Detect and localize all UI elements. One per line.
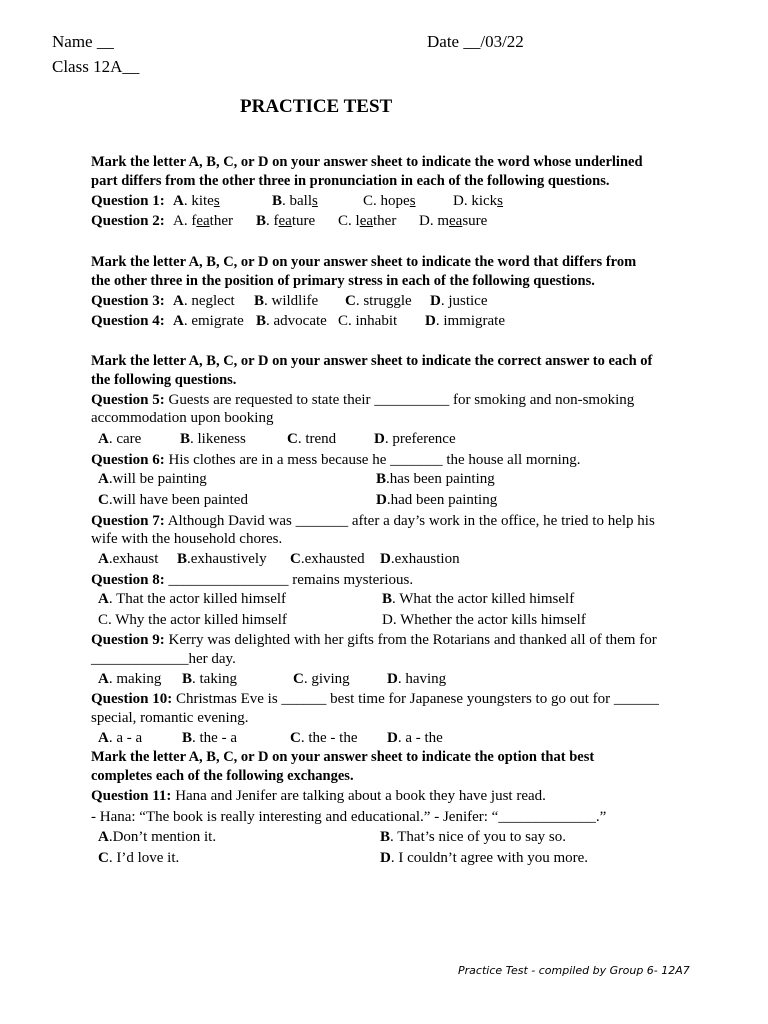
- option-letter: D: [380, 850, 391, 866]
- option-letter: A: [98, 671, 109, 687]
- page-title: PRACTICE TEST: [240, 96, 393, 117]
- option-letter: D: [425, 313, 436, 329]
- option-letter: C: [345, 293, 356, 309]
- option-d: [374, 430, 456, 448]
- option-letter: C: [98, 850, 109, 866]
- option-b: [177, 550, 267, 568]
- option-text: . a - a: [108, 730, 143, 746]
- question-10-stem-line-2: special, romantic evening.: [91, 710, 249, 726]
- option-d: [430, 292, 488, 310]
- underlined-part: ea: [449, 213, 463, 229]
- option-d: [425, 312, 505, 330]
- option-letter: B: [256, 213, 267, 229]
- option-a: [98, 670, 161, 688]
- question-label: Question 4:: [91, 313, 165, 329]
- option-letter: A: [98, 471, 109, 487]
- option-a: [98, 828, 216, 846]
- option-letter: B: [182, 730, 193, 746]
- option-d: [419, 212, 487, 230]
- option-letter: C: [363, 193, 374, 209]
- option-text: . f: [183, 213, 197, 229]
- option-c: [98, 491, 248, 509]
- option-text: . neglect: [183, 293, 235, 309]
- option-text: . trend: [297, 431, 337, 447]
- option-letter: C: [98, 612, 109, 628]
- name-field: Name __: [52, 32, 114, 51]
- option-a: [98, 729, 142, 747]
- question-label: Question 5:: [91, 392, 165, 408]
- option-b: [272, 192, 318, 210]
- option-text: ture: [291, 213, 316, 229]
- option-c: [287, 430, 336, 448]
- option-d: [382, 611, 586, 629]
- option-text: ther: [209, 213, 233, 229]
- option-a: [98, 430, 141, 448]
- option-text: . I couldn’t agree with you more.: [390, 850, 589, 866]
- option-letter: C: [293, 671, 304, 687]
- option-letter: B: [254, 293, 265, 309]
- option-text: . kite: [183, 193, 214, 209]
- option-a: [173, 192, 220, 210]
- option-b: [180, 430, 246, 448]
- option-b: [380, 828, 566, 846]
- question-label: Question 3:: [91, 293, 165, 309]
- page-footer: Practice Test - compiled by Group 6- 12A7: [458, 964, 690, 977]
- option-c: [363, 192, 416, 210]
- option-text: . having: [397, 671, 447, 687]
- option-letter: C: [287, 431, 298, 447]
- question-10-stem: [91, 690, 659, 708]
- option-letter: C: [290, 551, 301, 567]
- option-text: . giving: [303, 671, 350, 687]
- question-4: [91, 312, 165, 330]
- instruction-exchange-line-1: Mark the letter A, B, C, or D on your answer sheet to indicate the option that best: [91, 749, 595, 765]
- question-11-stem: [91, 787, 546, 805]
- option-text: . the - the: [300, 730, 358, 746]
- underlined-part: s: [409, 193, 416, 209]
- option-letter: B: [382, 591, 393, 607]
- instruction-stress-line-2: the other three in the position of primary stress in each of the following questions.: [91, 273, 595, 289]
- question-label: Question 1:: [91, 193, 165, 209]
- option-b: [376, 470, 495, 488]
- option-a: [173, 292, 235, 310]
- option-letter: C: [98, 492, 109, 508]
- option-text: sure: [462, 213, 488, 229]
- question-label: Question 6:: [91, 452, 165, 468]
- option-c: [338, 212, 396, 230]
- question-7-stem: [91, 512, 655, 530]
- question-5-stem-line-2: accommodation upon booking: [91, 410, 274, 426]
- question-1: [91, 192, 165, 210]
- option-letter: A: [98, 431, 109, 447]
- option-c: [98, 849, 179, 867]
- option-text: . care: [108, 431, 142, 447]
- option-text: . wildlife: [264, 293, 319, 309]
- option-b: [182, 670, 237, 688]
- option-d: [387, 729, 443, 747]
- question-text: His clothes are in a mess because he _______ the house all morning.: [164, 452, 581, 468]
- underlined-part: ea: [278, 213, 292, 229]
- question-11-dialogue: - Hana: “The book is really interesting and educational.” - Jenifer: “_____________.”: [91, 809, 607, 825]
- option-text: .will be painting: [108, 471, 207, 487]
- option-text: .exhaustively: [187, 551, 267, 567]
- option-d: [387, 670, 446, 688]
- option-text: . the - a: [192, 730, 237, 746]
- option-text: . What the actor killed himself: [392, 591, 575, 607]
- question-text: Christmas Eve is ______ best time for Japanese youngsters to go out for ______: [172, 691, 659, 707]
- option-text: . That’s nice of you to say so.: [390, 829, 566, 845]
- option-letter: A: [173, 193, 184, 209]
- option-text: . That the actor killed himself: [108, 591, 287, 607]
- instruction-mc-line-1: Mark the letter A, B, C, or D on your answer sheet to indicate the correct answer to each of: [91, 353, 653, 369]
- underlined-part: s: [497, 193, 504, 209]
- option-letter: B: [376, 471, 387, 487]
- option-text: . emigrate: [183, 313, 244, 329]
- option-text: . ball: [282, 193, 313, 209]
- option-b: [254, 292, 318, 310]
- question-text: Although David was _______ after a day’s work in the office, he tried to help his: [164, 513, 655, 529]
- option-letter: A: [173, 293, 184, 309]
- option-letter: D: [376, 492, 387, 508]
- option-a: [98, 590, 286, 608]
- option-letter: A: [173, 313, 184, 329]
- question-text: Hana and Jenifer are talking about a book they have just read.: [171, 788, 546, 804]
- option-c: [290, 550, 365, 568]
- class-field: Class 12A__: [52, 57, 140, 76]
- option-letter: D: [453, 193, 464, 209]
- instruction-pronunciation-line-2: part differs from the other three in pronunciation in each of the following questions.: [91, 173, 610, 189]
- option-text: .exhaustion: [390, 551, 460, 567]
- option-c: [338, 312, 397, 330]
- option-letter: A: [173, 213, 184, 229]
- option-text: .exhausted: [300, 551, 365, 567]
- option-c: [98, 611, 287, 629]
- option-d: [376, 491, 497, 509]
- option-text: ther: [373, 213, 397, 229]
- question-text: ________________ remains mysterious.: [164, 572, 414, 588]
- question-9-stem: [91, 631, 657, 649]
- option-b: [256, 212, 315, 230]
- option-text: . likeness: [190, 431, 246, 447]
- underlined-part: s: [312, 193, 318, 209]
- option-text: . advocate: [266, 313, 327, 329]
- question-7-stem-line-2: wife with the household chores.: [91, 531, 283, 547]
- option-b: [382, 590, 574, 608]
- option-letter: B: [256, 313, 267, 329]
- option-letter: C: [338, 313, 349, 329]
- underlined-part: s: [213, 193, 220, 209]
- option-letter: B: [180, 431, 191, 447]
- option-text: . m: [429, 213, 450, 229]
- option-a: [173, 212, 233, 230]
- option-a: [173, 312, 244, 330]
- question-label: Question 11:: [91, 788, 172, 804]
- option-letter: B: [380, 829, 391, 845]
- option-c: [345, 292, 412, 310]
- option-text: . hope: [373, 193, 410, 209]
- option-text: . struggle: [355, 293, 412, 309]
- option-letter: D: [419, 213, 430, 229]
- option-d: [380, 849, 588, 867]
- question-2: [91, 212, 165, 230]
- option-b: [182, 729, 237, 747]
- option-text: .had been painting: [386, 492, 498, 508]
- option-text: .will have been painted: [108, 492, 248, 508]
- option-d: [453, 192, 503, 210]
- question-label: Question 8:: [91, 572, 165, 588]
- option-letter: D: [380, 551, 391, 567]
- option-letter: A: [98, 551, 109, 567]
- question-5-stem: [91, 391, 634, 409]
- option-text: . inhabit: [348, 313, 398, 329]
- option-text: . l: [348, 213, 360, 229]
- question-label: Question 9:: [91, 632, 165, 648]
- instruction-stress-line-1: Mark the letter A, B, C, or D on your answer sheet to indicate the word that differs from: [91, 254, 637, 270]
- option-b: [256, 312, 327, 330]
- instruction-pronunciation-line-1: Mark the letter A, B, C, or D on your answer sheet to indicate the word whose underlined: [91, 154, 643, 170]
- option-text: . f: [266, 213, 279, 229]
- option-a: [98, 470, 207, 488]
- option-text: . justice: [440, 293, 488, 309]
- question-label: Question 2:: [91, 213, 165, 229]
- option-letter: C: [290, 730, 301, 746]
- option-text: . preference: [384, 431, 456, 447]
- underlined-part: ea: [359, 213, 374, 229]
- question-label: Question 10:: [91, 691, 173, 707]
- option-text: . Whether the actor kills himself: [392, 612, 586, 628]
- question-9-stem-line-2: _____________her day.: [91, 651, 236, 667]
- option-d: [380, 550, 460, 568]
- question-text: Guests are requested to state their __________ for smoking and non-smoking: [164, 392, 635, 408]
- option-text: . taking: [192, 671, 238, 687]
- question-3: [91, 292, 165, 310]
- option-text: . immigrate: [435, 313, 505, 329]
- option-c: [290, 729, 358, 747]
- option-text: .Don’t mention it.: [108, 829, 217, 845]
- question-label: Question 7:: [91, 513, 165, 529]
- option-text: . Why the actor killed himself: [108, 612, 287, 628]
- option-letter: B: [177, 551, 188, 567]
- option-text: . making: [108, 671, 162, 687]
- option-text: . a - the: [397, 730, 443, 746]
- underlined-part: ea: [196, 213, 210, 229]
- option-letter: B: [182, 671, 193, 687]
- option-letter: D: [387, 730, 398, 746]
- date-field: Date __/03/22: [427, 32, 524, 51]
- option-text: . kick: [463, 193, 498, 209]
- option-a: [98, 550, 158, 568]
- option-letter: D: [430, 293, 441, 309]
- option-c: [293, 670, 350, 688]
- option-letter: A: [98, 730, 109, 746]
- option-letter: A: [98, 829, 109, 845]
- option-letter: A: [98, 591, 109, 607]
- option-text: .exhaust: [108, 551, 159, 567]
- option-letter: B: [272, 193, 283, 209]
- instruction-exchange-line-2: completes each of the following exchanges.: [91, 768, 354, 784]
- option-text: . I’d love it.: [108, 850, 180, 866]
- instruction-mc-line-2: the following questions.: [91, 372, 237, 388]
- option-letter: D: [387, 671, 398, 687]
- question-8-stem: [91, 571, 413, 589]
- question-text: Kerry was delighted with her gifts from the Rotarians and thanked all of them for: [164, 632, 657, 648]
- option-letter: D: [374, 431, 385, 447]
- option-text: .has been painting: [386, 471, 495, 487]
- question-6-stem: [91, 451, 581, 469]
- option-letter: D: [382, 612, 393, 628]
- option-letter: C: [338, 213, 349, 229]
